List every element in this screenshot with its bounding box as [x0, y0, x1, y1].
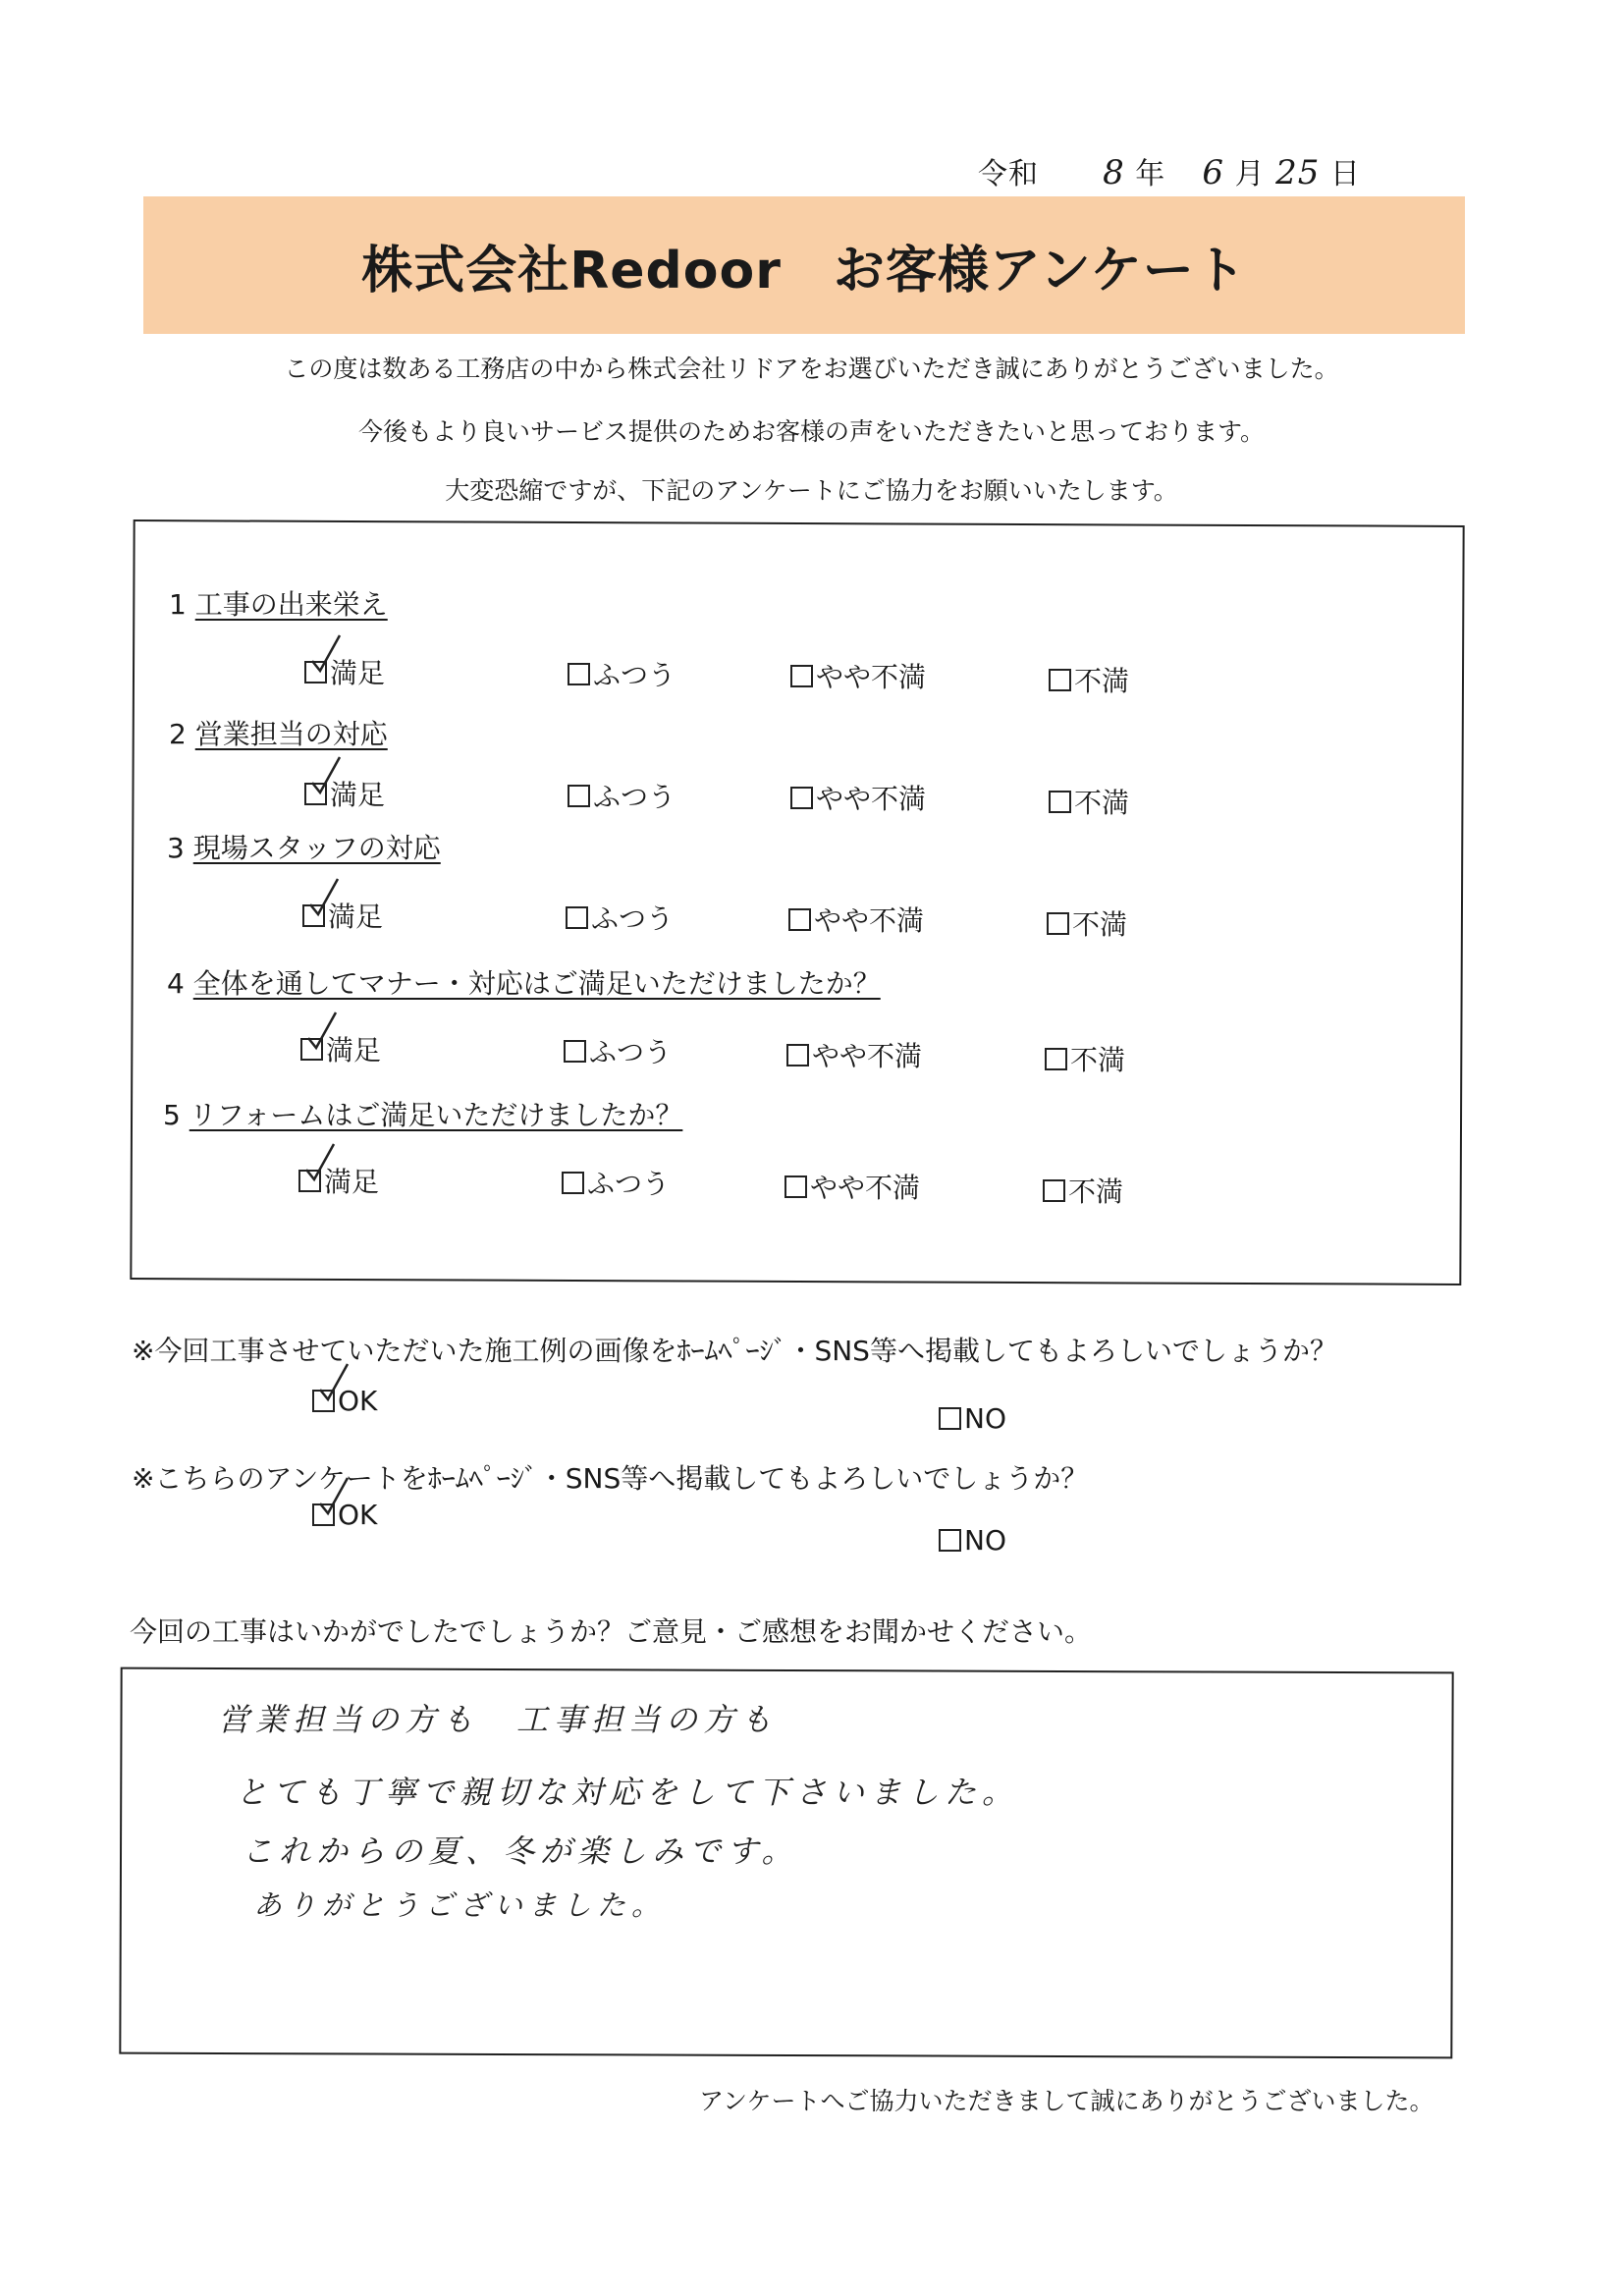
q2-option-unsatisfied[interactable] [1049, 782, 1129, 821]
option-label: OK [338, 1499, 378, 1531]
q4-option-satisfied[interactable] [300, 1029, 381, 1068]
option-label: OK [338, 1385, 378, 1417]
checkbox[interactable] [1047, 912, 1069, 935]
question-text: リフォームはご満足いただけましたか？ [189, 1099, 683, 1131]
q3-option-satisfied[interactable] [302, 896, 383, 935]
checkbox-checked[interactable] [300, 1038, 323, 1061]
option-label: やや不満 [812, 1040, 923, 1072]
option-label: ふつう [591, 902, 675, 935]
checkbox[interactable] [790, 665, 813, 687]
q1-option-satisfied[interactable] [304, 652, 385, 691]
title-banner [143, 196, 1465, 334]
q1-option-normal[interactable] [568, 654, 676, 693]
intro-line-1: この度は数ある工務店の中から株式会社リドアをお選びいただき誠にありがとうございました。 [284, 355, 1339, 383]
checkbox[interactable] [1049, 669, 1071, 691]
checkbox[interactable] [939, 1529, 961, 1552]
comment-line-1: 営業担当の方も 工事担当の方も [218, 1701, 779, 1738]
checkbox-checked[interactable] [304, 661, 327, 683]
consent-survey-ok[interactable] [312, 1499, 377, 1531]
question-text: 全体を通してマナー・対応はご満足いただけましたか？ [192, 967, 881, 1000]
option-label: 不満 [1070, 1044, 1126, 1076]
option-label: NO [964, 1524, 1006, 1557]
option-label: 満足 [324, 1166, 380, 1198]
q3-option-normal[interactable] [566, 898, 674, 937]
checkbox[interactable] [566, 906, 588, 929]
option-label: やや不満 [816, 661, 927, 693]
q1-option-unsatisfied[interactable] [1049, 660, 1129, 699]
consent-photos-question: ※今回工事させていただいた施工例の画像をﾎｰﾑﾍﾟｰｼﾞ・SNS等へ掲載してもよろしいでしょうか？ [132, 1335, 1337, 1367]
question-text: 現場スタッフの対応 [192, 832, 441, 864]
checkbox[interactable] [1045, 1048, 1067, 1070]
option-label: 不満 [1074, 665, 1130, 697]
q4-option-normal[interactable] [564, 1031, 672, 1070]
q3-option-unsatisfied[interactable] [1047, 903, 1127, 943]
intro-line-2: 今後もより良いサービス提供のためお客様の声をいただきたいと思っております。 [357, 417, 1265, 446]
checkbox[interactable] [784, 1175, 807, 1198]
survey-date [978, 149, 1361, 192]
check-mark-icon [306, 1011, 340, 1054]
consent-survey-no[interactable] [939, 1524, 1006, 1557]
checkbox-checked[interactable] [298, 1170, 321, 1192]
option-label: 満足 [328, 901, 384, 933]
question-number: 3 [167, 832, 185, 864]
question-3 [167, 827, 441, 866]
q5-option-satisfied[interactable] [298, 1161, 379, 1200]
q4-option-unsatisfied[interactable] [1045, 1039, 1125, 1078]
question-number: 2 [169, 718, 187, 750]
consent-survey-question: ※こちらのアンケートをﾎｰﾑﾍﾟｰｼﾞ・SNS等へ掲載してもよろしいでしょうか？ [132, 1462, 1089, 1495]
question-number: 4 [167, 967, 185, 1000]
q2-option-somewhat-unsatisfied[interactable] [790, 778, 926, 817]
question-2 [169, 713, 388, 752]
option-label: 満足 [330, 657, 386, 689]
checkbox[interactable] [790, 787, 813, 809]
checkbox[interactable] [568, 785, 590, 807]
date-month-unit: 月 [1234, 157, 1266, 191]
q3-option-somewhat-unsatisfied[interactable] [788, 900, 924, 939]
option-label: やや不満 [810, 1172, 921, 1204]
option-label: 不満 [1068, 1175, 1124, 1208]
option-label: 満足 [326, 1034, 382, 1066]
q5-option-unsatisfied[interactable] [1043, 1171, 1123, 1210]
q5-option-normal[interactable] [562, 1163, 670, 1202]
checkbox[interactable] [1049, 791, 1071, 813]
option-label: 満足 [330, 779, 386, 811]
comment-line-3: これからの夏、冬が楽しみです。 [242, 1832, 799, 1870]
option-label: ふつう [589, 1036, 673, 1068]
question-text: 営業担当の対応 [194, 718, 388, 750]
option-label: NO [964, 1402, 1006, 1435]
option-label: ふつう [593, 781, 676, 813]
option-label: ふつう [587, 1168, 671, 1200]
comment-prompt: 今回の工事はいかがでしたでしょうか？ご意見・ご感想をお聞かせください。 [130, 1615, 1093, 1648]
checkbox-checked[interactable] [302, 904, 325, 927]
question-1 [169, 583, 388, 623]
question-number: 5 [163, 1099, 181, 1131]
option-label: ふつう [593, 659, 676, 691]
checkbox[interactable] [568, 663, 590, 685]
check-mark-icon [308, 877, 342, 920]
consent-photos-ok[interactable] [312, 1385, 377, 1417]
check-mark-icon [310, 755, 344, 798]
checkbox[interactable] [562, 1172, 584, 1194]
date-month: 6 [1202, 153, 1225, 192]
question-5 [163, 1094, 682, 1133]
question-text: 工事の出来栄え [194, 588, 388, 621]
option-label: やや不満 [814, 904, 925, 937]
checkbox[interactable] [939, 1407, 961, 1430]
option-label: 不満 [1074, 787, 1130, 819]
option-label: やや不満 [816, 783, 927, 815]
check-mark-icon [304, 1142, 338, 1185]
q1-option-somewhat-unsatisfied[interactable] [790, 656, 926, 695]
page-title: 株式会社Redoor お客様アンケート [361, 241, 1247, 301]
checkbox[interactable] [786, 1044, 809, 1066]
consent-photos-no[interactable] [939, 1402, 1006, 1435]
q2-option-normal[interactable] [568, 776, 676, 815]
date-year: 8 [1103, 153, 1125, 192]
q2-option-satisfied[interactable] [304, 774, 385, 813]
q5-option-somewhat-unsatisfied[interactable] [784, 1167, 920, 1206]
checkbox-checked[interactable] [312, 1390, 335, 1412]
q4-option-somewhat-unsatisfied[interactable] [786, 1035, 922, 1074]
date-year-unit: 年 [1135, 157, 1166, 191]
checkbox-checked[interactable] [304, 783, 327, 805]
question-4 [167, 962, 881, 1002]
checkbox[interactable] [1043, 1179, 1065, 1202]
checkbox[interactable] [788, 908, 811, 931]
checkbox-checked[interactable] [312, 1503, 335, 1526]
date-day: 25 [1275, 153, 1321, 192]
option-label: 不満 [1072, 908, 1128, 941]
question-number: 1 [169, 588, 187, 621]
check-mark-icon [310, 633, 344, 677]
comment-line-4: ありがとうございました。 [253, 1888, 667, 1922]
check-mark-icon [318, 1362, 352, 1405]
thank-you-footer: アンケートへご協力いただきまして誠にありがとうございました。 [699, 2087, 1434, 2115]
checkbox[interactable] [564, 1040, 586, 1063]
intro-line-3: 大変恐縮ですが、下記のアンケートにご協力をお願いいたします。 [445, 476, 1178, 505]
date-day-unit: 日 [1329, 157, 1361, 191]
date-era: 令和 [978, 157, 1039, 191]
check-mark-icon [318, 1476, 352, 1519]
comment-line-2: とても丁寧で親切な対応をして下さいました。 [236, 1774, 1020, 1811]
